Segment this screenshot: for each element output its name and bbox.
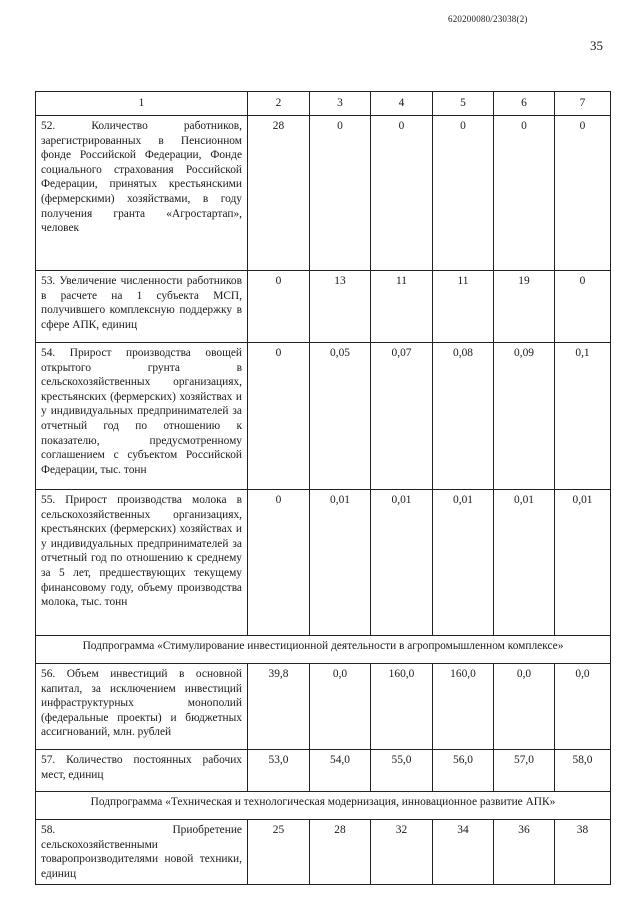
indicator-value: 19 bbox=[494, 271, 555, 343]
indicator-value: 0 bbox=[310, 116, 371, 271]
indicator-value: 13 bbox=[310, 271, 371, 343]
indicator-value: 0,09 bbox=[494, 343, 555, 490]
column-header: 1 bbox=[36, 92, 248, 116]
table-row bbox=[36, 271, 611, 343]
indicator-value: 0 bbox=[494, 116, 555, 271]
indicator-value: 38 bbox=[555, 820, 611, 885]
indicator-value: 0,01 bbox=[310, 490, 371, 636]
table-row bbox=[36, 750, 611, 792]
subprogram-row bbox=[36, 636, 611, 664]
indicator-value: 0,05 bbox=[310, 343, 371, 490]
indicator-value: 58,0 bbox=[555, 750, 611, 792]
column-header: 3 bbox=[310, 92, 371, 116]
indicator-value: 11 bbox=[433, 271, 494, 343]
column-header: 4 bbox=[371, 92, 433, 116]
indicator-value: 55,0 bbox=[371, 750, 433, 792]
indicator-value: 0 bbox=[371, 116, 433, 271]
indicator-value: 0,07 bbox=[371, 343, 433, 490]
indicator-value: 28 bbox=[248, 116, 310, 271]
indicator-description: 52. Количество работников, зарегистрированных в Пенсионном фонде Российской Федерации, Фонде социального страхования Российской Федерации, принятых крестьянскими (фермерскими) хозяйствами, в году получения гранта «Агростартап», человек bbox=[36, 116, 248, 271]
subprogram-row bbox=[36, 792, 611, 820]
column-header: 6 bbox=[494, 92, 555, 116]
indicator-value: 0,01 bbox=[433, 490, 494, 636]
page-number: 35 bbox=[590, 38, 603, 53]
indicator-description: 57. Количество постоянных рабочих мест, единиц bbox=[36, 750, 248, 792]
indicator-value: 53,0 bbox=[248, 750, 310, 792]
column-header: 7 bbox=[555, 92, 611, 116]
indicator-value: 11 bbox=[371, 271, 433, 343]
indicator-value: 25 bbox=[248, 820, 310, 885]
indicator-value: 28 bbox=[310, 820, 371, 885]
table-row bbox=[36, 116, 611, 271]
table-row bbox=[36, 343, 611, 490]
table-row bbox=[36, 820, 611, 885]
indicator-value: 0,01 bbox=[371, 490, 433, 636]
indicator-value: 0 bbox=[248, 271, 310, 343]
table-row bbox=[36, 490, 611, 636]
indicator-value: 0,01 bbox=[494, 490, 555, 636]
indicator-value: 36 bbox=[494, 820, 555, 885]
indicator-description: 54. Прирост производства овощей открытого грунта в сельскохозяйственных организациях, крестьянских (фермерских) хозяйствах и у индивидуальных предпринимателей за отчетный год по отношению к показателю, предусмотренному соглашением с субъектом Российской Федерации, тыс. тонн bbox=[36, 343, 248, 490]
indicator-description: 58. Приобретение сельскохозяйственными товаропроизводителями новой техники, единиц bbox=[36, 820, 248, 885]
indicator-value: 160,0 bbox=[371, 664, 433, 750]
indicators-table bbox=[35, 91, 611, 885]
indicator-value: 56,0 bbox=[433, 750, 494, 792]
header-row bbox=[36, 92, 611, 116]
indicator-description: 53. Увеличение численности работников в расчете на 1 субъекта МСП, получившего комплексную поддержку в сфере АПК, единиц bbox=[36, 271, 248, 343]
subprogram-title: Подпрограмма «Стимулирование инвестиционной деятельности в агропромышленном комплексе» bbox=[36, 636, 611, 664]
indicator-value: 32 bbox=[371, 820, 433, 885]
indicator-description: 56. Объем инвестиций в основной капитал, за исключением инвестиций инфраструктурных монополий (федеральные проекты) и бюджетных ассигнований, млн. рублей bbox=[36, 664, 248, 750]
indicator-value: 0 bbox=[248, 490, 310, 636]
indicator-description: 55. Прирост производства молока в сельскохозяйственных организациях, крестьянских (фермерских) хозяйствах и у индивидуальных предпринимателей за отчетный год по отношению к среднему за 5 лет, предшествующих текущему финансовому году, объему производства молока, тыс. тонн bbox=[36, 490, 248, 636]
indicator-value: 57,0 bbox=[494, 750, 555, 792]
document-code: 620200080/23038(2) bbox=[448, 14, 528, 24]
indicator-value: 39,8 bbox=[248, 664, 310, 750]
indicator-value: 0 bbox=[248, 343, 310, 490]
column-header: 5 bbox=[433, 92, 494, 116]
indicator-value: 0,0 bbox=[555, 664, 611, 750]
table-row bbox=[36, 664, 611, 750]
indicator-value: 54,0 bbox=[310, 750, 371, 792]
indicator-value: 0,08 bbox=[433, 343, 494, 490]
indicator-value: 0,1 bbox=[555, 343, 611, 490]
column-header: 2 bbox=[248, 92, 310, 116]
indicator-value: 0 bbox=[433, 116, 494, 271]
indicator-value: 0,0 bbox=[494, 664, 555, 750]
indicator-value: 160,0 bbox=[433, 664, 494, 750]
indicator-value: 0 bbox=[555, 271, 611, 343]
indicator-value: 0 bbox=[555, 116, 611, 271]
indicator-value: 0,01 bbox=[555, 490, 611, 636]
indicator-value: 0,0 bbox=[310, 664, 371, 750]
indicator-value: 34 bbox=[433, 820, 494, 885]
subprogram-title: Подпрограмма «Техническая и технологическая модернизация, инновационное развитие АПК» bbox=[36, 792, 611, 820]
